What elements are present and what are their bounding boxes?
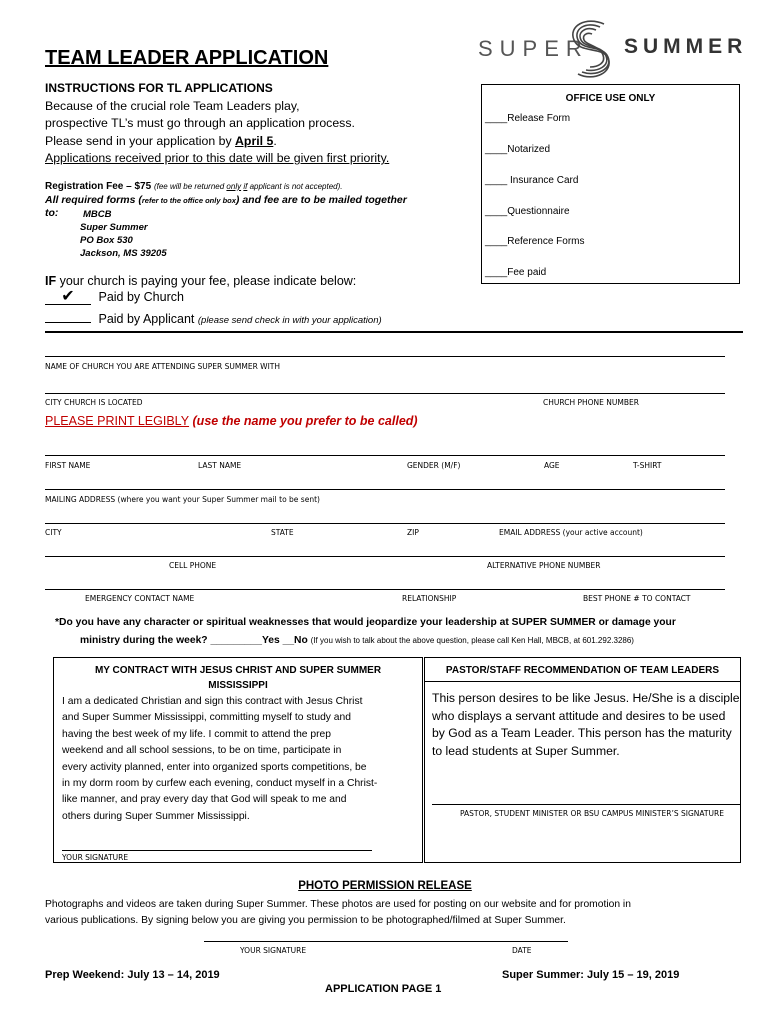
- gender-label: GENDER (M/F): [407, 461, 461, 470]
- print-legibly-note: PLEASE PRINT LEGIBLY (use the name you prefer to be called): [45, 414, 418, 428]
- first-name-label: FIRST NAME: [45, 461, 91, 470]
- office-item-references: ____Reference Forms: [485, 236, 585, 247]
- church-name-label: NAME OF CHURCH YOU ARE ATTENDING SUPER SUMMER WITH: [45, 362, 281, 371]
- city-church-line[interactable]: [45, 393, 725, 394]
- tshirt-label: T-SHIRT: [633, 461, 662, 470]
- last-name-label: LAST NAME: [198, 461, 242, 470]
- office-use-box: [481, 84, 740, 284]
- city-church-label: CITY CHURCH IS LOCATED: [45, 398, 143, 407]
- best-phone-label: BEST PHONE # TO CONTACT: [583, 594, 691, 603]
- photo-signature-label: YOUR SIGNATURE: [240, 946, 307, 955]
- contract-signature-line[interactable]: [62, 850, 372, 851]
- page-number: APPLICATION PAGE 1: [325, 983, 442, 995]
- instructions-heading: INSTRUCTIONS FOR TL APPLICATIONS: [45, 81, 273, 95]
- contract-text: I am a dedicated Christian and sign this contract with Jesus Christ and Super Summer Mississippi, committing myself to study and having the best week of my life. I commit to attend the prep weekend and all school sessions, to be on time, participate in every activity planned, enter into organized sports competitions, be in my dorm room by curfew each evening, conduct myself in a Christ- like manner, and pray every day that God will speak to me and others during Super Summer Mississippi.: [62, 696, 378, 822]
- church-name-line[interactable]: [45, 356, 725, 357]
- emergency-contact-label: EMERGENCY CONTACT NAME: [85, 594, 195, 603]
- instructions-line-4: Applications received prior to this date will be given first priority.: [45, 151, 390, 165]
- name-line[interactable]: [45, 455, 725, 456]
- photo-release-title: PHOTO PERMISSION RELEASE: [298, 880, 472, 892]
- logo-text-super: SUPER: [478, 36, 589, 61]
- contract-title: MY CONTRACT WITH JESUS CHRIST AND SUPER SUMMER MISSISSIPPI: [94, 665, 382, 691]
- instructions-line-2: prospective TL’s must go through an application process.: [45, 116, 355, 130]
- recommendation-divider: [425, 681, 740, 682]
- prep-weekend-dates: Prep Weekend: July 13 – 14, 2019: [45, 969, 220, 981]
- office-item-insurance: ____ Insurance Card: [485, 175, 579, 186]
- weakness-question: *Do you have any character or spiritual weaknesses that would jeopardize your leadership at SUPER SUMMER or damage your: [55, 617, 676, 628]
- phone-line[interactable]: [45, 556, 725, 557]
- weakness-answer[interactable]: ministry during the week? _________Yes __No (If you wish to talk about the above question, please call Ken Hall, MBCB, at 601.292.3286): [80, 635, 634, 646]
- zip-label: ZIP: [407, 528, 419, 537]
- deadline-date: April 5: [235, 133, 274, 148]
- recommendation-box: [424, 657, 741, 863]
- paid-by-church-option[interactable]: ✔ Paid by Church: [45, 290, 184, 305]
- city-label: CITY: [45, 528, 62, 537]
- email-label: EMAIL ADDRESS (your active account): [499, 528, 643, 537]
- contract-box: [53, 657, 423, 863]
- mailing-address-label: MAILING ADDRESS (where you want your Super Summer mail to be sent): [45, 495, 320, 504]
- photo-date-label: DATE: [512, 946, 532, 955]
- super-summer-dates: Super Summer: July 15 – 19, 2019: [502, 969, 680, 981]
- emergency-line[interactable]: [45, 589, 725, 590]
- city-state-line[interactable]: [45, 523, 725, 524]
- instructions-block: [45, 80, 485, 168]
- logo-swirl-icon: [556, 18, 626, 80]
- contract-signature-label: YOUR SIGNATURE: [62, 853, 129, 862]
- paid-by-church-blank[interactable]: [45, 290, 91, 305]
- mailing-instructions: All required forms (refer to the office only box) and fee are to be mailed together: [45, 194, 407, 206]
- office-item-notarized: ____Notarized: [485, 144, 551, 155]
- church-phone-label: CHURCH PHONE NUMBER: [543, 398, 639, 407]
- office-item-release: ____Release Form: [485, 113, 571, 124]
- cell-phone-label: CELL PHONE: [169, 561, 217, 570]
- page-title: TEAM LEADER APPLICATION: [45, 47, 329, 69]
- registration-fee: Registration Fee – $75 (fee will be returned only if applicant is not accepted).: [45, 181, 343, 192]
- pastor-signature-line[interactable]: [432, 804, 740, 805]
- age-label: AGE: [544, 461, 560, 470]
- logo-text-summer: SUMMER: [624, 35, 748, 58]
- recommendation-text: This person desires to be like Jesus. He/She is a disciple who displays a servant attitude and desires to be used by God as a Team Leader. This person has the maturity to lead students at Super Summer.: [432, 691, 740, 759]
- to-label: to:: [45, 207, 59, 219]
- church-fee-prompt: IF your church is paying your fee, please indicate below:: [45, 274, 357, 288]
- office-item-fee: ____Fee paid: [485, 267, 547, 278]
- photo-release-text: Photographs and videos are taken during Super Summer. These photos are used for posting on our website and for promotion in various publications. By signing below you are giving you permission to be photographed/filmed at Super Summer.: [45, 899, 631, 926]
- mailing-address-line[interactable]: [45, 489, 725, 490]
- section-divider: [45, 331, 743, 333]
- instructions-line-3: Please send in your application by April 5.: [45, 133, 277, 148]
- checkmark-icon: ✔: [61, 288, 75, 305]
- instructions-line-1: Because of the crucial role Team Leaders play,: [45, 98, 300, 113]
- relationship-label: RELATIONSHIP: [402, 594, 457, 603]
- state-label: STATE: [271, 528, 294, 537]
- mailing-address: MBCB Super Summer PO Box 530 Jackson, MS 39205: [80, 209, 167, 259]
- photo-signature-line[interactable]: [204, 941, 568, 942]
- super-summer-logo: [478, 18, 748, 80]
- paid-by-applicant-option[interactable]: Paid by Applicant (please send check in with your application): [45, 308, 382, 326]
- office-use-title: OFFICE USE ONLY: [565, 93, 656, 104]
- pastor-signature-label: PASTOR, STUDENT MINISTER OR BSU CAMPUS MINISTER’S SIGNATURE: [460, 809, 724, 818]
- alt-phone-label: ALTERNATIVE PHONE NUMBER: [487, 561, 601, 570]
- office-item-questionnaire: ____Questionnaire: [485, 206, 570, 217]
- recommendation-title: PASTOR/STAFF RECOMMENDATION OF TEAM LEADERS: [445, 665, 720, 676]
- paid-by-applicant-blank[interactable]: [45, 308, 91, 323]
